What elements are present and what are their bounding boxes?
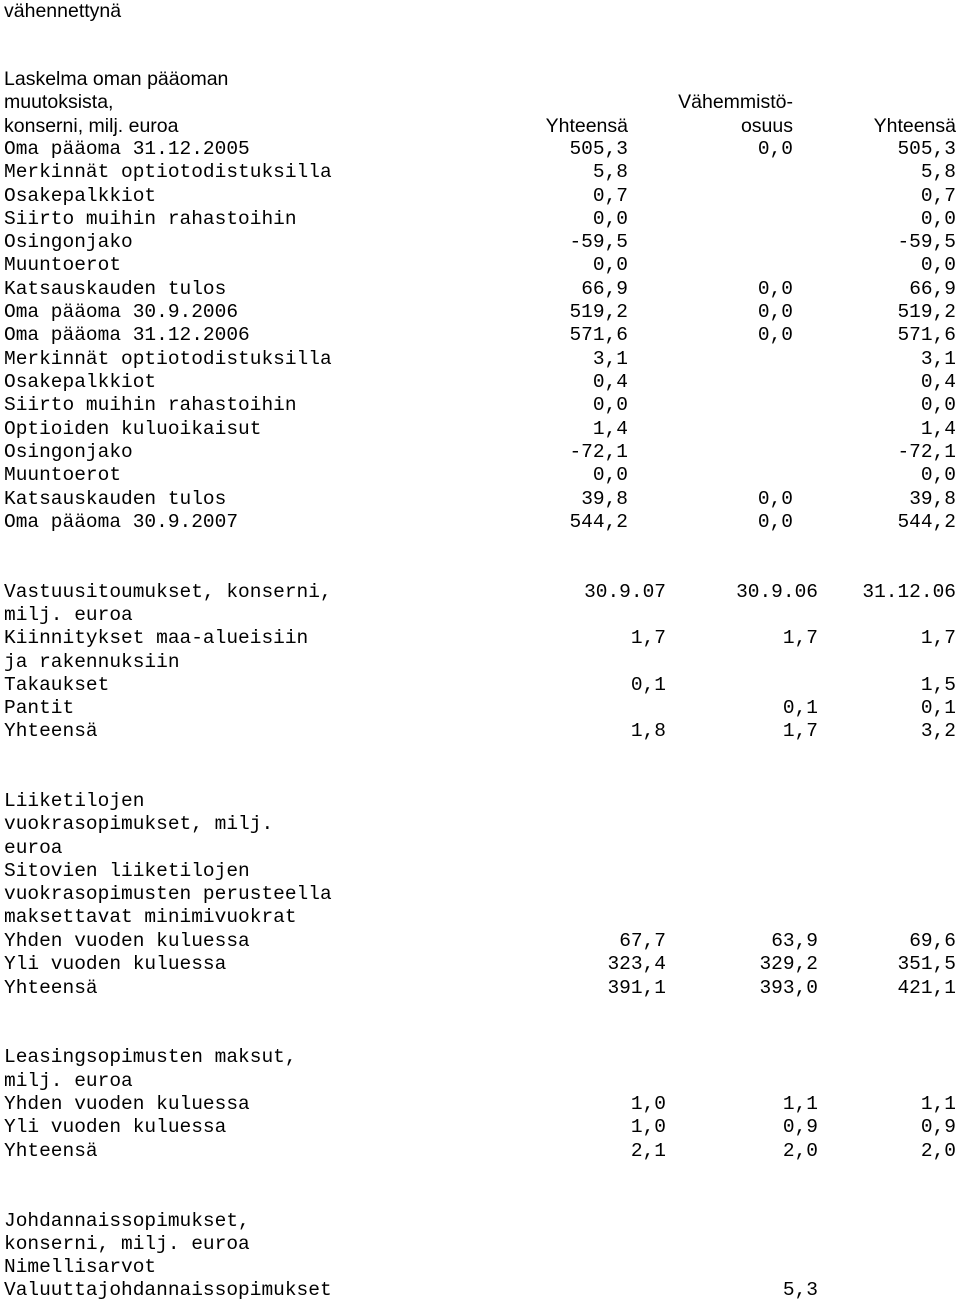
column-header: Yhteensä (545, 115, 628, 137)
table-row: Oma pääoma 30.9.2006 519,2 0,0 519,2 (4, 301, 956, 323)
derivatives-title-line: konserni, milj. euroa (4, 1233, 250, 1255)
commitments-header-row: Vastuusitoumukset, konserni, 30.9.07 30.9.06 31.12.06 (4, 581, 956, 603)
table-row: Kiinnitykset maa-alueisiin 1,7 1,7 1,7 (4, 627, 956, 649)
table-row: Muuntoerot 0,0 0,0 (4, 464, 956, 486)
column-header: Vähemmistö- (678, 91, 793, 113)
table-row: Osingonjako -72,1 -72,1 (4, 441, 956, 463)
table-row: Siirto muihin rahastoihin 0,0 0,0 (4, 208, 956, 230)
table-row: Yli vuoden kuluessa 323,4 329,2 351,5 (4, 953, 956, 975)
table-row: Yhden vuoden kuluessa 67,7 63,9 69,6 (4, 930, 956, 952)
table-row: Katsauskauden tulos 39,8 0,0 39,8 (4, 488, 956, 510)
column-header: 30.9.06 (736, 581, 818, 603)
table-row: Merkinnät optiotodistuksilla 3,1 3,1 (4, 348, 956, 370)
commitments-title-line: milj. euroa (4, 604, 133, 626)
column-header: osuus (740, 115, 793, 137)
table-row: Optioiden kuluoikaisut 1,4 1,4 (4, 418, 956, 440)
leases-title-line: euroa (4, 837, 63, 859)
table-row: Osingonjako -59,5 -59,5 (4, 231, 956, 253)
top-text: vähennettynä (4, 0, 122, 22)
leases-title-line: maksettavat minimivuokrat (4, 906, 297, 928)
equity-title-line: muutoksista, Vähemmistö- (4, 91, 793, 113)
column-header: Yhteensä (873, 115, 956, 137)
table-row: Muuntoerot 0,0 0,0 (4, 254, 956, 276)
derivatives-title-line: Johdannaissopimukset, (4, 1210, 250, 1232)
table-row: Yhden vuoden kuluessa 1,0 1,1 1,1 (4, 1093, 956, 1115)
derivatives-title-line: Nimellisarvot (4, 1256, 157, 1278)
leasing-title-line: milj. euroa (4, 1070, 133, 1092)
table-row: Osakepalkkiot 0,4 0,4 (4, 371, 956, 393)
equity-title-line: Laskelma oman pääoman (4, 68, 229, 90)
table-row: Yhteensä 1,8 1,7 3,2 (4, 720, 956, 742)
table-row: Takaukset 0,1 1,5 (4, 674, 956, 696)
table-row: Valuuttajohdannaissopimukset 5,3 (4, 1279, 818, 1301)
column-header: 30.9.07 (584, 581, 666, 603)
leases-title-line: Liiketilojen (4, 790, 145, 812)
table-row: Siirto muihin rahastoihin 0,0 0,0 (4, 394, 956, 416)
table-row: Yli vuoden kuluessa 1,0 0,9 0,9 (4, 1116, 956, 1138)
leases-title-line: vuokrasopimukset, milj. (4, 813, 274, 835)
table-row: Oma pääoma 31.12.2005 505,3 0,0 505,3 (4, 138, 956, 160)
table-row: Oma pääoma 31.12.2006 571,6 0,0 571,6 (4, 324, 956, 346)
table-row: Yhteensä 2,1 2,0 2,0 (4, 1140, 956, 1162)
leases-title-line: vuokrasopimusten perusteella (4, 883, 332, 905)
table-row: Osakepalkkiot 0,7 0,7 (4, 185, 956, 207)
column-header: 31.12.06 (862, 581, 956, 603)
table-row-continuation: ja rakennuksiin (4, 651, 180, 673)
leases-title-line: Sitovien liiketilojen (4, 860, 250, 882)
table-row: Yhteensä 391,1 393,0 421,1 (4, 977, 956, 999)
equity-header-row: konserni, milj. euroa Yhteensä osuus Yhteensä (4, 115, 956, 137)
table-row: Katsauskauden tulos 66,9 0,0 66,9 (4, 278, 956, 300)
table-row: Pantit 0,1 0,1 (4, 697, 956, 719)
leasing-title-line: Leasingsopimusten maksut, (4, 1046, 297, 1068)
table-row: Merkinnät optiotodistuksilla 5,8 5,8 (4, 161, 956, 183)
table-row: Oma pääoma 30.9.2007 544,2 0,0 544,2 (4, 511, 956, 533)
